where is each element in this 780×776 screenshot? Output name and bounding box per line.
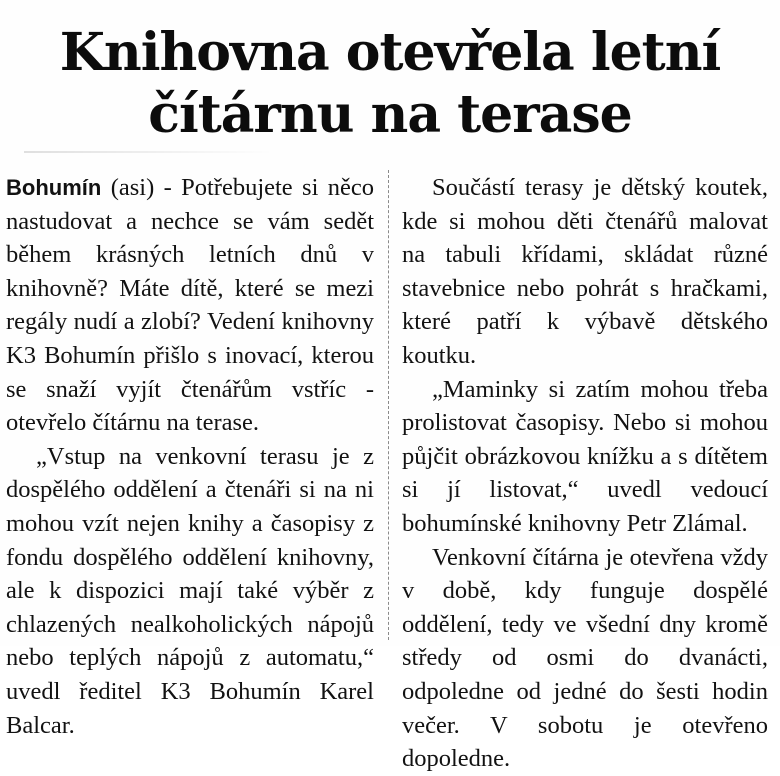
dateline: Bohumín bbox=[6, 175, 102, 200]
scan-artifact-line bbox=[24, 151, 274, 153]
paragraph-kids-corner: Součástí terasy je dětský koutek, kde si mohou děti čtenářů malovat na tabuli křídami, skládat různé stavebnice nebo pohrát s hračkami, které patří k výbavě dětského koutku. bbox=[402, 174, 768, 369]
paragraph-intro-text: (asi) - Potřebujete si něco nastudovat a nechce se vám sedět během krásných letních dnů v knihovně? Máte dítě, které se mezi regály nudí a zlobí? Vedení knihovny K3 Bohumín přišlo s inovací, kterou se snaží vyjít čtenářům vstříc - otevřelo čítárnu na terase. bbox=[6, 174, 374, 437]
paragraph-director-quote: „Vstup na venkovní terasu je z dospělého oddělení a čtenáři si na ni mohou vzít nejen knihy a časopisy z fondu dospělého oddělení knihovny, ale k dispozici mají také výběr z chlazených nealkoholických nápojů nebo teplých nápojů z automatu,“ uvedl ředitel K3 Bohumín Karel Balcar. bbox=[6, 442, 374, 739]
headline-line-1: Knihovna otevřela letní bbox=[59, 22, 721, 83]
article-column-right bbox=[402, 171, 768, 776]
paragraph-opening-hours: Venkovní čítárna je otevřena vždy v době, kdy funguje dospělé oddělení, tedy ve všední dny kromě středy od osmi do dvanácti, odpoledne od jedné do šesti hodin večer. V sobotu je otevřeno dopoledne. bbox=[402, 543, 768, 773]
headline-line-2: čítárnu na terase bbox=[148, 84, 632, 145]
article-column-left bbox=[6, 171, 374, 742]
column-divider bbox=[388, 170, 389, 640]
article-headline bbox=[0, 22, 780, 146]
paragraph-librarian-quote: „Maminky si zatím mohou třeba prolistovat časopisy. Nebo si mohou půjčit obrázkovou knížku a s dítětem si jí listovat,“ uvedl vedoucí bohumínské knihovny Petr Zlámal. bbox=[402, 375, 768, 537]
paragraph-intro bbox=[6, 171, 374, 440]
